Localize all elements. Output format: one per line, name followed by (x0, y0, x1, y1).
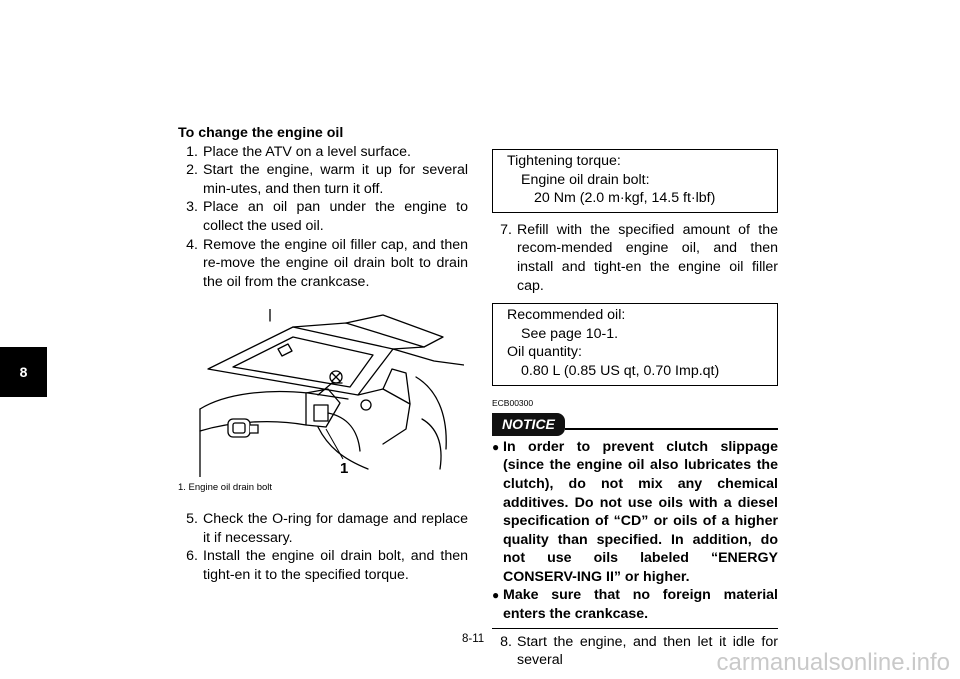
step-text: Place the ATV on a level surface. (203, 143, 411, 160)
watermark: carmanualsonline.info (716, 649, 950, 676)
step-text: Check the O-ring for damage and replace it if necessary. (203, 510, 468, 546)
notice-header (492, 413, 778, 436)
step-number: 6. (186, 548, 198, 565)
spec-value: See page 10-1. (521, 325, 619, 342)
notice-rule (565, 428, 778, 430)
spec-line: Tightening torque: (507, 153, 621, 169)
oil-spec-box (492, 303, 778, 385)
figure-caption: 1. Engine oil drain bolt (178, 482, 273, 494)
engine-illustration (178, 309, 464, 477)
step-text: Place an oil pan under the engine to collect the used oil. (203, 199, 468, 234)
callout-1: 1 (340, 460, 349, 478)
notice-code: ECB00300 (492, 397, 534, 408)
notice-item (492, 586, 778, 623)
step-text: Start the engine, and then let it idle for several (517, 633, 778, 669)
chapter-number: 8 (19, 364, 28, 380)
step-number: 5. (186, 510, 198, 527)
step-5 (178, 510, 468, 547)
step-3 (178, 198, 468, 235)
step-text: Start the engine, warm it up for several min-utes, and then turn it off. (203, 162, 468, 197)
chapter-tab (0, 347, 47, 397)
notice-badge: NOTICE (492, 413, 565, 436)
step-number: 1. (186, 143, 198, 160)
step-number: 3. (186, 199, 198, 216)
spec-value: 20 Nm (2.0 m·kgf, 14.5 ft·lbf) (534, 190, 716, 207)
left-column (178, 124, 468, 584)
spec-line: Oil quantity: (507, 344, 582, 361)
section-heading: To change the engine oil (178, 125, 344, 141)
step-text: Install the engine oil drain bolt, and then tight-en it to the specified torque. (203, 548, 468, 583)
notice-text: In order to prevent clutch slippage (since the engine oil also lubricates the clutch), do not mix any chemical additives. Do not use oils with a diesel specification of “CD” or oils of a higher quality than specified. In addition, do not use oils labeled “ENERGY CONSERV-ING II” or higher. (503, 438, 778, 585)
step-1 (178, 143, 468, 162)
step-6 (178, 547, 468, 584)
bullet-icon: ● (492, 439, 500, 454)
torque-spec-box (492, 149, 778, 213)
step-text: Remove the engine oil filler cap, and then re-move the engine oil drain bolt to drain the oil from the crankcase. (203, 236, 468, 290)
step-number: 2. (186, 162, 198, 179)
right-column (492, 149, 778, 670)
notice-item (492, 438, 778, 587)
step-7 (492, 221, 778, 295)
spec-line: Recommended oil: (507, 307, 626, 324)
bullet-icon: ● (492, 588, 500, 603)
page-number: 8-11 (462, 633, 485, 645)
step-4 (178, 236, 468, 292)
step-2 (178, 161, 468, 198)
engine-drawing (178, 309, 464, 477)
notice-text: Make sure that no foreign material enters the crankcase. (503, 587, 778, 623)
step-text: Refill with the specified amount of the recom-mended engine oil, and then install and tight-en the engine oil filler cap. (517, 221, 778, 294)
notice-list (492, 438, 778, 629)
spec-value: 0.80 L (0.85 US qt, 0.70 Imp.qt) (521, 362, 720, 379)
step-number: 8. (500, 633, 512, 650)
spec-line: Engine oil drain bolt: (521, 171, 650, 188)
step-number: 7. (500, 221, 512, 238)
step-number: 4. (186, 236, 198, 253)
